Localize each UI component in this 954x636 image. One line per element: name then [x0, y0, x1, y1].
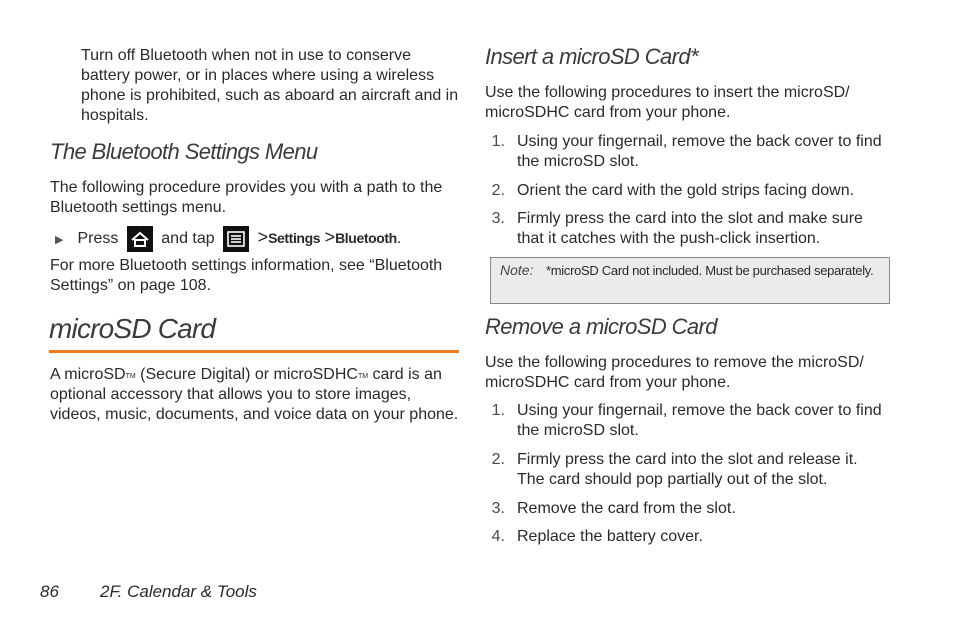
- step-number: 1.: [491, 402, 505, 419]
- note-text: *microSD Card not included. Must be purchased separately.: [546, 263, 874, 278]
- bluetooth-para: The following procedure provides you with a path to the Bluetooth settings menu.: [50, 179, 443, 216]
- note-label: Note:: [500, 262, 534, 278]
- footer-section: 2F. Calendar & Tools: [100, 582, 257, 601]
- step-text: Orient the card with the gold strips facing down.: [517, 182, 855, 199]
- step-text: Using your fingernail, remove the back cover to find the microSD slot.: [517, 133, 882, 170]
- microsd-text-3: card is an optional accessory that allows you to store images, videos, music, documents, and voice data on your phone.: [50, 366, 459, 423]
- microsd-card-heading: microSD Card: [49, 313, 216, 344]
- microsd-text-2: (Secure Digital) or microSDHC: [135, 366, 358, 383]
- step-text: Firmly press the card into the slot and make sure that it catches with the push-click insertion.: [517, 210, 863, 247]
- microsd-text-1: A microSD: [50, 366, 126, 383]
- step-text: Replace the battery cover.: [517, 528, 703, 545]
- settings-menu-path: Settings: [268, 230, 321, 246]
- remove-microsd-heading: Remove a microSD Card: [485, 314, 717, 339]
- press-label: Press: [77, 230, 119, 247]
- step-number: 3.: [491, 500, 505, 517]
- path-separator: >: [257, 227, 269, 247]
- intro-tip: Turn off Bluetooth when not in use to conserve battery power, or in places where using a wireless phone is prohibited, such as aboard an aircraft and in hospitals.: [81, 47, 459, 124]
- press-step: [55, 224, 465, 253]
- heading-rule: [49, 350, 459, 353]
- and-tap-label: and tap: [161, 230, 215, 247]
- step-number: 2.: [491, 182, 505, 199]
- insert-microsd-heading: Insert a microSD Card*: [485, 44, 698, 69]
- microsd-para: [50, 365, 460, 425]
- period: .: [396, 230, 402, 247]
- step-number: 1.: [491, 133, 505, 150]
- step-text: Firmly press the card into the slot and release it. The card should pop partially out of the slot.: [517, 451, 858, 488]
- step-number: 3.: [491, 210, 505, 227]
- insert-intro: Use the following procedures to insert the microSD/ microSDHC card from your phone.: [485, 84, 850, 121]
- menu-icon: [223, 226, 249, 252]
- step-number: 2.: [491, 451, 505, 468]
- remove-intro: Use the following procedures to remove the microSD/ microSDHC card from your phone.: [485, 354, 864, 391]
- step-bullet: ▶: [55, 234, 64, 246]
- page-number: 86: [40, 582, 59, 601]
- step-number: 4.: [491, 528, 505, 545]
- step-text: Using your fingernail, remove the back cover to find the microSD slot.: [517, 402, 882, 439]
- step-text: Remove the card from the slot.: [517, 500, 736, 517]
- bluetooth-menu-path: Bluetooth: [335, 230, 397, 246]
- note-box: [490, 257, 890, 304]
- trademark: TM: [357, 373, 369, 380]
- more-info-para: For more Bluetooth settings information, see “Bluetooth Settings” on page 108.: [50, 257, 443, 294]
- home-icon: [127, 226, 153, 252]
- path-separator: >: [324, 227, 336, 247]
- trademark: TM: [125, 373, 136, 380]
- bluetooth-settings-heading: The Bluetooth Settings Menu: [50, 139, 318, 164]
